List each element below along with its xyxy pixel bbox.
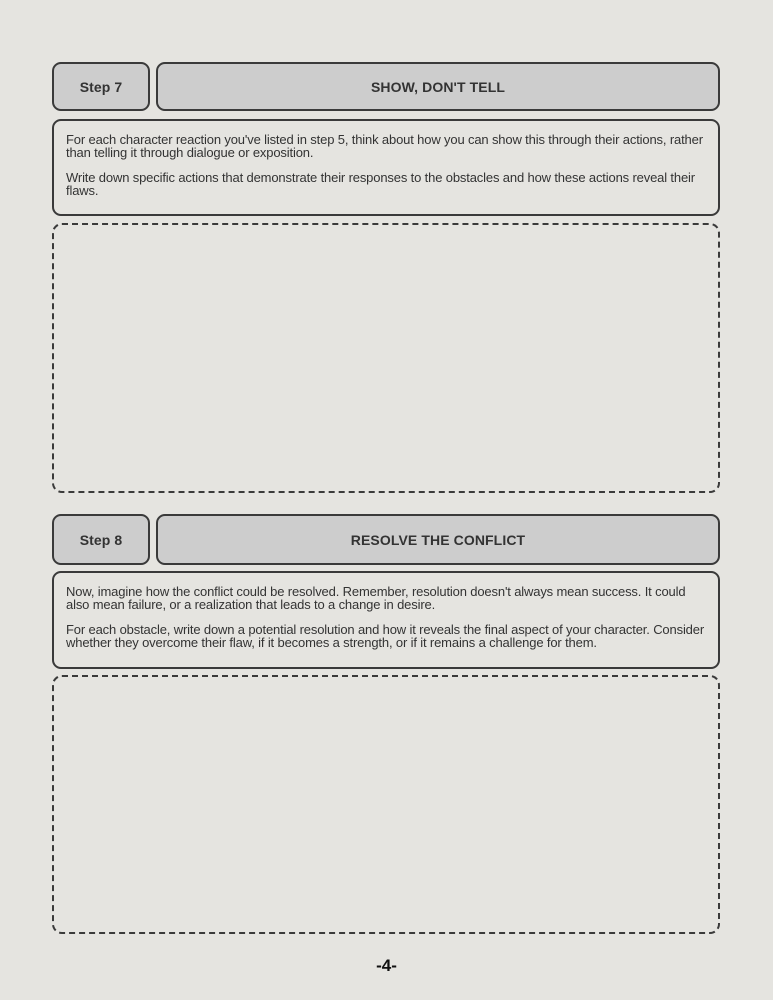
step-7-title-text: SHOW, DON'T TELL [370,78,506,95]
step-7-label-text: Step 7 [79,78,123,95]
step-8-label [52,514,150,565]
step-7-title [156,62,720,111]
step-7-paragraph-2: Write down specific actions that demonstrate their responses to the obstacles and how these actions reveal their flaws. [66,170,695,198]
step-8-writing-area[interactable] [52,675,720,934]
step-7-paragraph-1: For each character reaction you've listed in step 5, think about how you can show this through their actions, rather than telling it through dialogue or exposition. [66,132,703,160]
step-8-paragraph-2: For each obstacle, write down a potential resolution and how it reveals the final aspect of your character. Consider whether they overcome their flaw, if it becomes a strength, or if it remains a challenge for them. [66,622,705,650]
step-7-writing-area[interactable] [52,223,720,493]
step-8-instructions [52,571,720,669]
step-7-label [52,62,150,111]
step-8-title [156,514,720,565]
step-7-instructions [52,119,720,216]
step-8-label-text: Step 8 [79,531,123,548]
step-8-paragraph-1: Now, imagine how the conflict could be resolved. Remember, resolution doesn't always mean success. It could also mean failure, or a realization that leads to a change in desire. [66,584,686,612]
page-number: -4- [376,956,397,975]
step-8-title-text: RESOLVE THE CONFLICT [350,531,526,548]
